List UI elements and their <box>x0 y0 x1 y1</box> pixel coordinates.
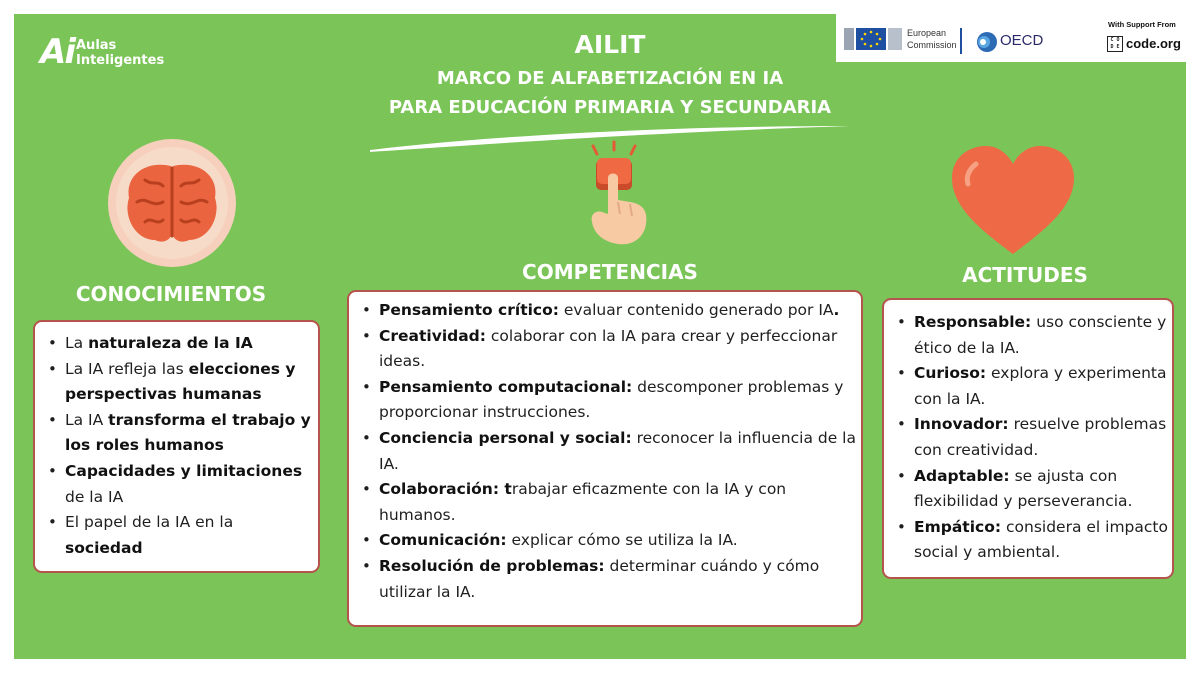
list-item: • Resolución de problemas: determinar cuándo y cómo utilizar la IA. <box>379 554 857 605</box>
page-subtitle-line2: PARA EDUCACIÓN PRIMARIA Y SECUNDARIA <box>388 97 832 118</box>
page-title: AILIT <box>574 30 646 59</box>
heading-competencias: COMPETENCIAS <box>522 260 698 284</box>
list-item: • El papel de la IA en la sociedad <box>65 510 314 561</box>
skills-list <box>357 298 857 605</box>
list-item: • Creatividad: colaborar con la IA para crear y perfeccionar ideas. <box>379 324 857 375</box>
list-item: • Pensamiento computacional: descomponer problemas y proporcionar instrucciones. <box>379 375 857 426</box>
brand-mark: Ai <box>40 32 74 72</box>
list-item: • Responsable: uso consciente y ético de la IA. <box>914 310 1168 361</box>
list-item: • Colaboración: trabajar eficazmente con la IA y con humanos. <box>379 477 857 528</box>
pointing-hand-icon <box>570 140 660 250</box>
support-label: With Support From <box>1108 20 1176 29</box>
logo-divider <box>960 28 962 54</box>
heading-conocimientos: CONOCIMIENTOS <box>75 282 267 306</box>
oecd-icon <box>976 31 998 53</box>
list-item: • Capacidades y limitaciones de la IA <box>65 459 314 510</box>
attitudes-card <box>882 298 1174 579</box>
attitudes-list <box>892 310 1168 566</box>
ec-label-1: European <box>907 28 947 38</box>
partner-logos <box>836 14 1186 62</box>
list-item: • Curioso: explora y experimenta con la IA. <box>914 361 1168 412</box>
codeorg-icon <box>1107 36 1123 52</box>
list-item: • Innovador: resuelve problemas con creatividad. <box>914 412 1168 463</box>
list-item: • Empático: considera el impacto social y ambiental. <box>914 515 1168 566</box>
heart-icon <box>948 142 1078 262</box>
codeorg-label: code.org <box>1126 36 1181 51</box>
oecd-label: OECD <box>1000 32 1044 49</box>
codeorg-mark: C O D E <box>1110 37 1120 50</box>
list-item: • Pensamiento crítico: evaluar contenido generado por IA. <box>379 298 857 324</box>
list-item: • La naturaleza de la IA <box>65 331 314 357</box>
knowledge-card <box>33 320 320 573</box>
brand-name-line1: Aulas <box>76 38 117 53</box>
list-item: • La IA transforma el trabajo y los roles humanos <box>65 408 314 459</box>
knowledge-list <box>43 331 314 561</box>
list-item: • Conciencia personal y social: reconocer la influencia de la IA. <box>379 426 857 477</box>
list-item: • Adaptable: se ajusta con flexibilidad y perseverancia. <box>914 464 1168 515</box>
skills-card <box>347 290 863 627</box>
list-item: • Comunicación: explicar cómo se utiliza la IA. <box>379 528 857 554</box>
brand-name-line2: Inteligentes <box>76 53 165 68</box>
page-subtitle-line1: MARCO DE ALFABETIZACIÓN EN IA <box>436 68 784 89</box>
list-item: • La IA refleja las elecciones y perspectivas humanas <box>65 357 314 408</box>
heading-actitudes: ACTITUDES <box>962 263 1088 287</box>
ec-label-2: Commission <box>907 40 957 50</box>
brain-icon <box>105 136 239 270</box>
